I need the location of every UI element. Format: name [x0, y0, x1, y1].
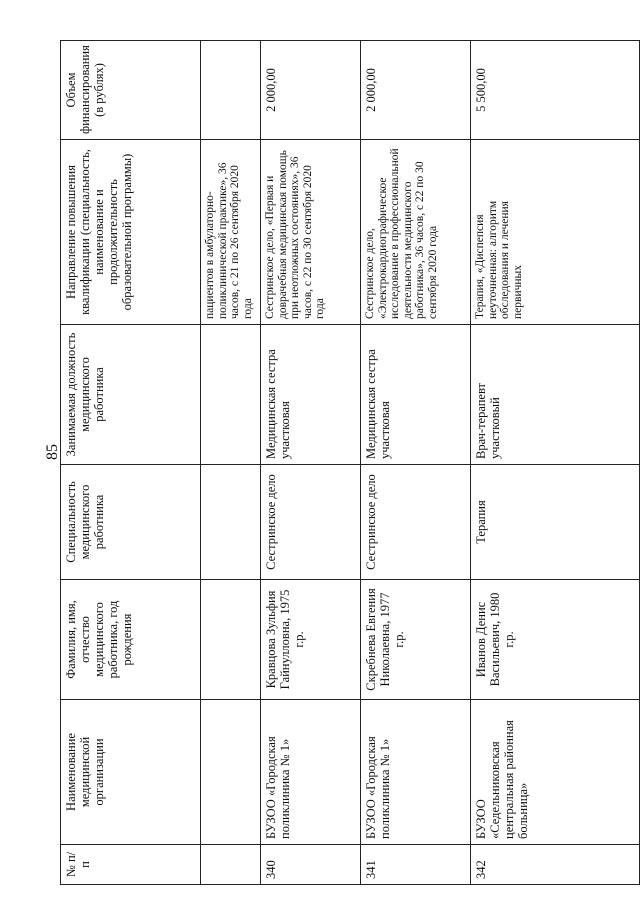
row-342-amount: 5 500,00	[470, 40, 640, 140]
row-340-position: Медицинская сестра участковая	[260, 324, 361, 465]
header-direction: Направление повышения квалификации (специальность, наименование и продолжительность образовательной программы)	[60, 139, 201, 325]
header-name: Фамилия, имя, отчество медицинского работника, год рождения	[60, 579, 201, 700]
continuation-empty-name	[200, 579, 261, 700]
row-341-name: Скребнева Евгения Николаевна, 1977 г.р.	[360, 579, 471, 700]
row-342-position: Врач-терапевт участковый	[470, 324, 640, 465]
register-table	[60, 40, 640, 885]
row-342-direction: Терапия, «Диспепсия неуточненная: алгоритм обследования и лечения первичных	[470, 139, 640, 325]
row-341-amount: 2 000,00	[360, 40, 471, 140]
header-position: Занимаемая должность медицинского работника	[60, 324, 201, 465]
row-341-num: 341	[360, 844, 471, 885]
row-340-num: 340	[260, 844, 361, 885]
continuation-empty-org	[200, 699, 261, 845]
row-340-org: БУЗОО «Городская поликлиника № 1»	[260, 699, 361, 845]
row-340-direction: Сестринское дело, «Первая и доврачебная медицинская помощь при неотложных состояниях», 36 часов, с 22 по 30 сентября 2020 года	[260, 139, 361, 325]
page-number: 85	[44, 444, 61, 460]
row-342-org: БУЗОО «Седельниковская центральная районная больница»	[470, 699, 640, 845]
header-amount: Объем финансирования (в рублях)	[60, 40, 201, 140]
continuation-empty-spec	[200, 464, 261, 580]
header-org: Наименование медицинской организации	[60, 699, 201, 845]
row-341-position: Медицинская сестра участковая	[360, 324, 471, 465]
header-specialty: Специальность медицинского работника	[60, 464, 201, 580]
row-341-direction: Сестринское дело, «Электрокардиографическое исследование в профессиональной деятельности медицинского работника», 36 часов, с 22 по 30 сентября 2020 года	[360, 139, 471, 325]
continuation-empty-amount	[200, 40, 261, 140]
continuation-direction: пациентов в амбулаторно-поликлинической практике», 36 часов, с 21 по 26 сентября 2020 года	[200, 139, 261, 325]
row-341-specialty: Сестринское дело	[360, 464, 471, 580]
row-342-num: 342	[470, 844, 640, 885]
row-340-name: Кравцова Зульфия Гайнулловна, 1975 г.р.	[260, 579, 361, 700]
row-340-amount: 2 000,00	[260, 40, 361, 140]
row-340-specialty: Сестринское дело	[260, 464, 361, 580]
row-342-name: Иванов Денис Васильевич, 1980 г.р.	[470, 579, 640, 700]
row-342-specialty: Терапия	[470, 464, 640, 580]
row-341-org: БУЗОО «Городская поликлиника № 1»	[360, 699, 471, 845]
continuation-empty-num	[200, 844, 261, 885]
header-num: № п/п	[60, 844, 201, 885]
continuation-empty-pos	[200, 324, 261, 465]
